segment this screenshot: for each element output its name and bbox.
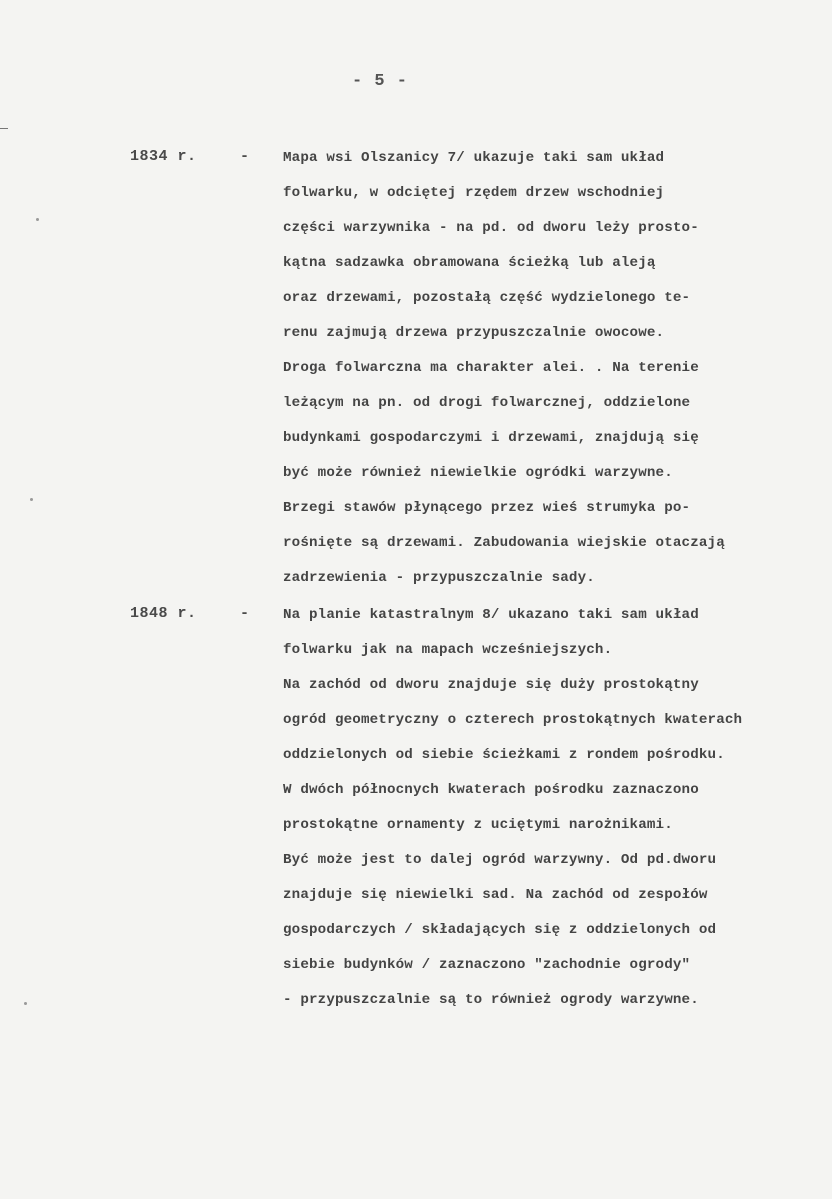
text-line: - przypuszczalnie są to również ogrody warzywne. — [283, 992, 699, 1008]
text-line: Na zachód od dworu znajduje się duży prostokątny — [283, 677, 699, 693]
text-line: znajduje się niewielki sad. Na zachód od zespołów — [283, 887, 708, 903]
text-line: budynkami gospodarczymi i drzewami, znajdują się — [283, 430, 699, 446]
text-line: Brzegi stawów płynącego przez wieś strumyka po- — [283, 500, 691, 516]
text-line: prostokątne ornamenty z uciętymi narożnikami. — [283, 817, 673, 833]
text-line: ogród geometryczny o czterech prostokątnych kwaterach — [283, 712, 743, 728]
text-line: zadrzewienia - przypuszczalnie sady. — [283, 570, 595, 586]
text-line: oddzielonych od siebie ścieżkami z rondem pośrodku. — [283, 747, 725, 763]
margin-dot — [30, 498, 33, 501]
entry-dash: - — [240, 605, 250, 622]
entry-date: 1834 r. — [130, 148, 197, 165]
text-line: siebie budynków / zaznaczono "zachodnie ogrody" — [283, 957, 691, 973]
text-line: Droga folwarczna ma charakter alei. . Na terenie — [283, 360, 699, 376]
text-line: części warzywnika - na pd. od dworu leży prosto- — [283, 220, 699, 236]
text-line: Na planie katastralnym 8/ ukazano taki sam układ — [283, 607, 699, 623]
entry-date: 1848 r. — [130, 605, 197, 622]
margin-dot — [24, 1002, 27, 1005]
text-line: renu zajmują drzewa przypuszczalnie owocowe. — [283, 325, 665, 341]
entry-dash: - — [240, 148, 250, 165]
entry-text — [283, 148, 832, 603]
margin-tick — [0, 128, 8, 129]
text-line: folwarku jak na mapach wcześniejszych. — [283, 642, 613, 658]
text-line: oraz drzewami, pozostałą część wydzielonego te- — [283, 290, 691, 306]
text-line: rośnięte są drzewami. Zabudowania wiejskie otaczają — [283, 535, 725, 551]
margin-dot — [36, 218, 39, 221]
text-line: kątna sadzawka obramowana ścieżką lub aleją — [283, 255, 656, 271]
text-line: być może również niewielkie ogródki warzywne. — [283, 465, 673, 481]
text-line: Mapa wsi Olszanicy 7/ ukazuje taki sam układ — [283, 150, 665, 166]
page-number: - 5 - — [351, 72, 408, 91]
text-line: W dwóch północnych kwaterach pośrodku zaznaczono — [283, 782, 699, 798]
text-line: Być może jest to dalej ogród warzywny. Od pd.dworu — [283, 852, 717, 868]
text-line: gospodarczych / składających się z oddzielonych od — [283, 922, 717, 938]
text-line: folwarku, w odciętej rzędem drzew wschodniej — [283, 185, 665, 201]
entry-text — [283, 605, 832, 1025]
text-line: leżącym na pn. od drogi folwarcznej, oddzielone — [283, 395, 691, 411]
